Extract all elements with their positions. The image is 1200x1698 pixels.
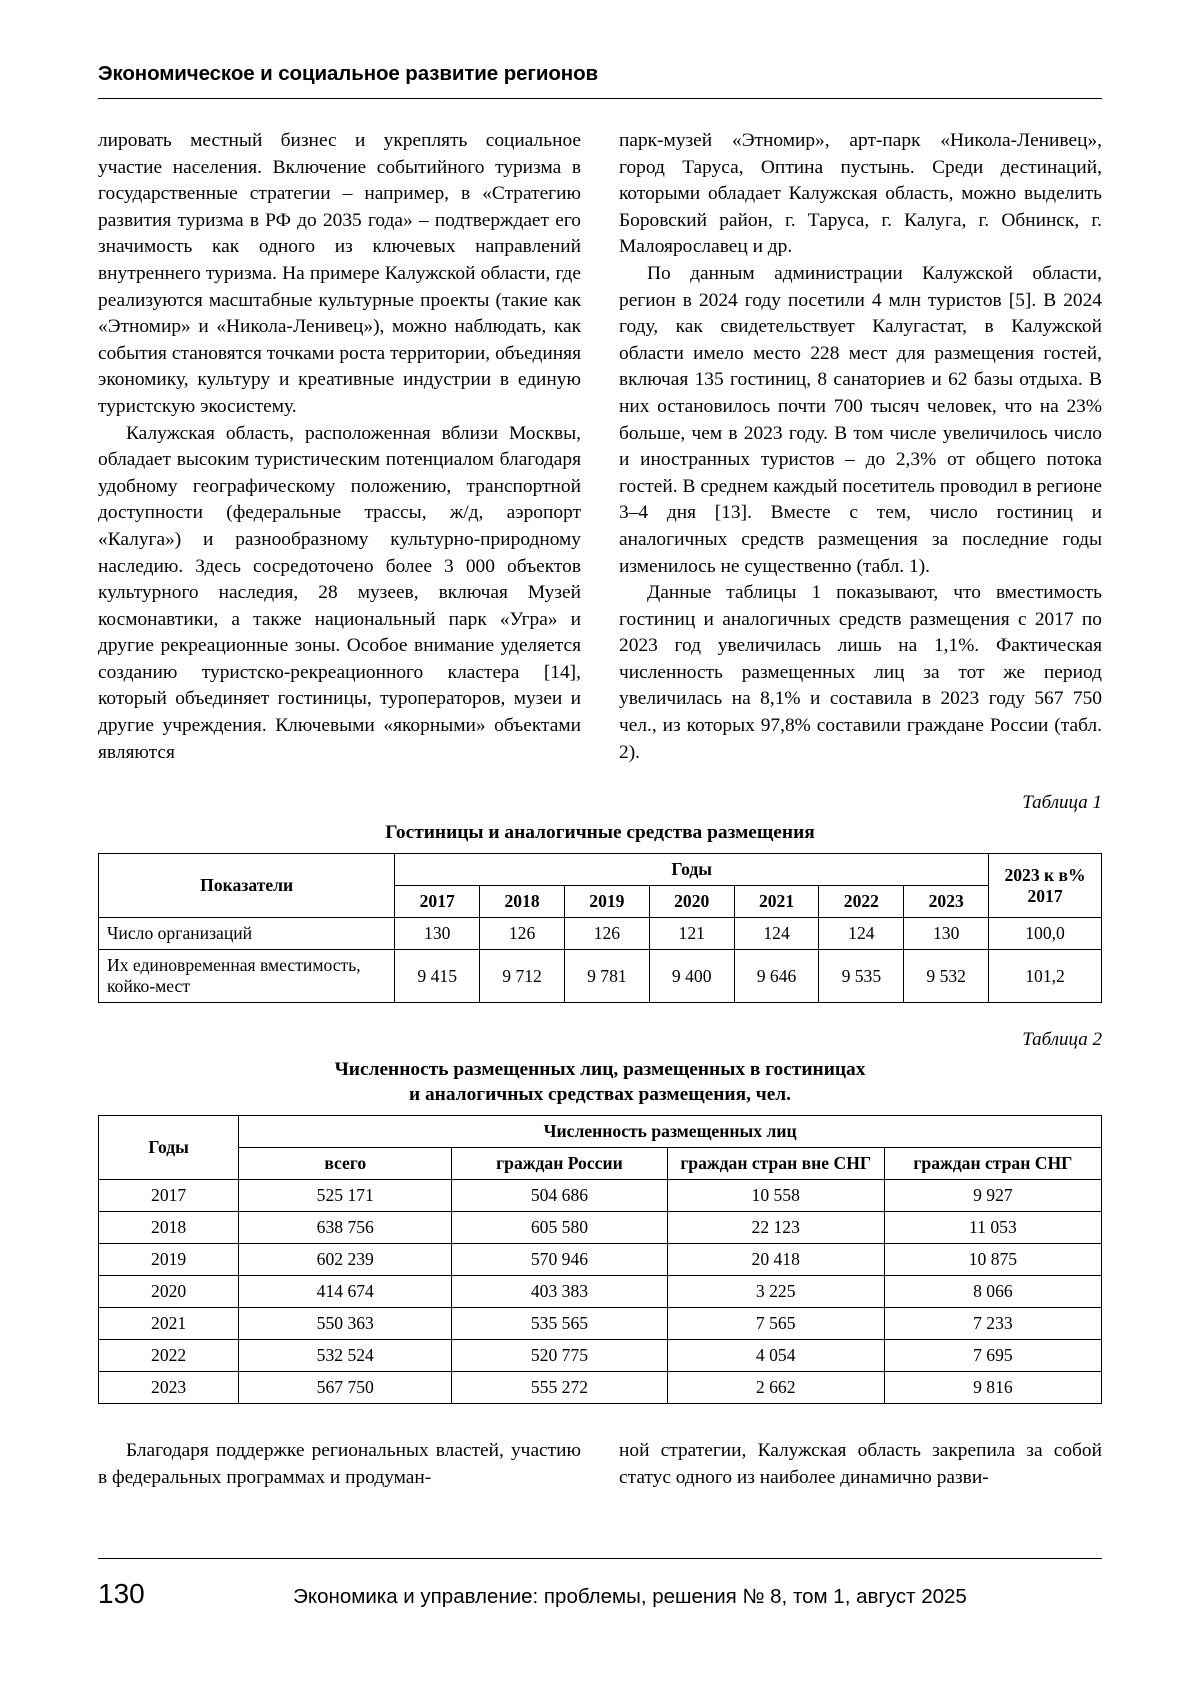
cell-year: 2019 bbox=[99, 1244, 239, 1276]
cell-value: 124 bbox=[819, 918, 904, 950]
table-2-title-line2: и аналогичных средствах размещения, чел. bbox=[408, 1084, 792, 1106]
cell-year: 2023 bbox=[99, 1372, 239, 1404]
paragraph: ной стратегии, Калужская область закрепила за собой статус одного из наиболее динамично разви- bbox=[619, 1440, 1102, 1488]
table-subheader-row bbox=[99, 1148, 1102, 1180]
left-column bbox=[98, 128, 581, 766]
cell-value: 9 415 bbox=[395, 950, 480, 1003]
cell-non-cis: 3 225 bbox=[667, 1276, 884, 1308]
paragraph: По данным администрации Калужской области, регион в 2024 году посетили 4 млн туристов [5]. В 2024 году, как свидетельствует Калугастат, в Калужской области имело место 228 мест для размещения гостей, включая 135 гостиниц, 8 санаториев и 62 базы отдыха. В них остановилось почти 700 тысяч человек, что на 23% больше, чем в 2023 году. В том числе увеличилось число и иностранных туристов – до 2,3% от общего потока гостей. В среднем каждый посетитель проводил в регионе 3–4 дня [13]. Вместе с тем, число гостиниц и аналогичных средств размещения за последние годы изменилось не существенно (табл. 1). bbox=[619, 262, 1102, 577]
cell-cis: 9 927 bbox=[884, 1180, 1101, 1212]
table-row bbox=[99, 1308, 1102, 1340]
table-1 bbox=[98, 853, 1102, 1003]
cell-year: 2018 bbox=[99, 1212, 239, 1244]
cell-year: 2017 bbox=[99, 1180, 239, 1212]
header-group: Численность размещенных лиц bbox=[239, 1116, 1102, 1148]
cell-cis: 8 066 bbox=[884, 1276, 1101, 1308]
cell-russia: 535 565 bbox=[452, 1308, 667, 1340]
cell-total: 638 756 bbox=[239, 1212, 452, 1244]
two-column-text-bottom bbox=[98, 1438, 1102, 1491]
table-2-title bbox=[98, 1057, 1102, 1107]
header-ratio-line2: 2017 bbox=[1027, 885, 1063, 906]
cell-non-cis: 20 418 bbox=[667, 1244, 884, 1276]
table-row bbox=[99, 1180, 1102, 1212]
cell-indicator: Число организаций bbox=[99, 918, 395, 950]
cell-ratio: 100,0 bbox=[989, 918, 1102, 950]
cell-non-cis: 2 662 bbox=[667, 1372, 884, 1404]
header-ratio bbox=[989, 854, 1102, 918]
header-year: 2017 bbox=[395, 886, 480, 918]
page-header bbox=[98, 62, 1102, 99]
header-year: 2021 bbox=[734, 886, 819, 918]
header-year: 2018 bbox=[480, 886, 565, 918]
header-divider bbox=[98, 98, 1102, 99]
cell-value: 121 bbox=[649, 918, 734, 950]
paragraph: Калужская область, расположенная вблизи Москвы, обладает высоким туристическим потенциалом благодаря удобному географическому положению, транспортной доступности (федеральные трассы, ж/д, аэропорт «Калуга») и разнообразному культурно-природному наследию. Здесь сосредоточено более 3 000 объектов культурного наследия, 28 музеев, включая Музей космонавтики, а также национальный парк «Угра» и другие рекреационные зоны. Особое внимание уделяется созданию туристско-рекреационного кластера [14], который объединяет гостиницы, туроператоров, музеи и другие учреждения. Ключевыми «якорными» объектами являются bbox=[98, 422, 581, 763]
cell-year: 2021 bbox=[99, 1308, 239, 1340]
journal-info: Экономика и управление: проблемы, решения № 8, том 1, август 2025 bbox=[293, 1585, 967, 1608]
header-russia: граждан России bbox=[452, 1148, 667, 1180]
cell-value: 126 bbox=[564, 918, 649, 950]
cell-total: 550 363 bbox=[239, 1308, 452, 1340]
cell-russia: 520 775 bbox=[452, 1340, 667, 1372]
paragraph: Данные таблицы 1 показывают, что вместимость гостиниц и аналогичных средств размещения с 2017 по 2023 год увеличилась лишь на 1,1%. Фактическая численность размещенных лиц за тот же период увеличилась на 8,1% и составила в 2023 году 567 750 чел., из которых 97,8% составили граждане России (табл. 2). bbox=[619, 582, 1102, 763]
cell-russia: 555 272 bbox=[452, 1372, 667, 1404]
cell-russia: 403 383 bbox=[452, 1276, 667, 1308]
paragraph: лировать местный бизнес и укреплять социальное участие населения. Включение событийного туризма в государственные стратегии – например, в «Стратегию развития туризма в РФ до 2035 года» – подтверждает его значимость как одного из ключевых направлений внутреннего туризма. На примере Калужской области, где реализуются масштабные культурные проекты (такие как «Этномир» и «Никола-Ленивец»), можно наблюдать, как события становятся точками роста территории, объединяя экономику, культуру и креативные индустрии в единую туристскую экосистему. bbox=[98, 130, 581, 417]
running-head: Экономическое и социальное развитие регионов bbox=[98, 62, 598, 85]
cell-total: 567 750 bbox=[239, 1372, 452, 1404]
page-content bbox=[98, 128, 1102, 1491]
cell-value: 130 bbox=[395, 918, 480, 950]
header-cis: граждан стран СНГ bbox=[884, 1148, 1101, 1180]
cell-cis: 7 233 bbox=[884, 1308, 1101, 1340]
cell-total: 525 171 bbox=[239, 1180, 452, 1212]
table-row bbox=[99, 1340, 1102, 1372]
table-row bbox=[99, 918, 1102, 950]
paragraph: парк-музей «Этномир», арт-парк «Никола-Ленивец», город Таруса, Оптина пустынь. Среди дестинаций, которыми обладает Калужская область, можно выделить Боровский район, г. Таруса, г. Калуга, г. Обнинск, г. Малоярославец и др. bbox=[619, 130, 1102, 258]
right-column-bottom bbox=[619, 1438, 1102, 1491]
cell-value: 124 bbox=[734, 918, 819, 950]
header-ratio-line1: 2023 к в% bbox=[1004, 864, 1086, 885]
cell-indicator: Их единовременная вместимость, койко-мест bbox=[99, 950, 395, 1003]
table-row bbox=[99, 950, 1102, 1003]
table-header-row bbox=[99, 1116, 1102, 1148]
cell-year: 2020 bbox=[99, 1276, 239, 1308]
table-row bbox=[99, 1212, 1102, 1244]
cell-cis: 11 053 bbox=[884, 1212, 1101, 1244]
table-2-block bbox=[98, 1029, 1102, 1404]
footer-divider bbox=[98, 1558, 1102, 1559]
header-year: 2022 bbox=[819, 886, 904, 918]
header-indicators: Показатели bbox=[99, 854, 395, 918]
paragraph: Благодаря поддержке региональных властей, участию в федеральных программах и продуман- bbox=[98, 1440, 581, 1488]
left-column-bottom bbox=[98, 1438, 581, 1491]
cell-ratio: 101,2 bbox=[989, 950, 1102, 1003]
cell-non-cis: 4 054 bbox=[667, 1340, 884, 1372]
header-total: всего bbox=[239, 1148, 452, 1180]
cell-total: 414 674 bbox=[239, 1276, 452, 1308]
header-non-cis: граждан стран вне СНГ bbox=[667, 1148, 884, 1180]
table-row bbox=[99, 1372, 1102, 1404]
table-1-number: Таблица 1 bbox=[1022, 792, 1102, 814]
two-column-text bbox=[98, 128, 1102, 766]
cell-value: 9 646 bbox=[734, 950, 819, 1003]
cell-cis: 9 816 bbox=[884, 1372, 1101, 1404]
cell-russia: 504 686 bbox=[452, 1180, 667, 1212]
cell-cis: 10 875 bbox=[884, 1244, 1101, 1276]
table-1-title: Гостиницы и аналогичные средства размещения bbox=[385, 822, 815, 844]
table-1-block bbox=[98, 792, 1102, 1003]
header-years-group: Годы bbox=[395, 854, 989, 886]
table-2 bbox=[98, 1115, 1102, 1404]
cell-value: 9 781 bbox=[564, 950, 649, 1003]
page-footer bbox=[98, 1578, 1102, 1610]
table-header-row bbox=[99, 854, 1102, 886]
page-number: 130 bbox=[98, 1578, 145, 1609]
table-2-number: Таблица 2 bbox=[1022, 1029, 1102, 1051]
table-row bbox=[99, 1244, 1102, 1276]
cell-non-cis: 22 123 bbox=[667, 1212, 884, 1244]
header-year: 2019 bbox=[564, 886, 649, 918]
header-year: 2020 bbox=[649, 886, 734, 918]
cell-russia: 605 580 bbox=[452, 1212, 667, 1244]
cell-value: 9 712 bbox=[480, 950, 565, 1003]
cell-non-cis: 10 558 bbox=[667, 1180, 884, 1212]
cell-value: 9 532 bbox=[904, 950, 989, 1003]
cell-year: 2022 bbox=[99, 1340, 239, 1372]
cell-value: 9 535 bbox=[819, 950, 904, 1003]
table-row bbox=[99, 1276, 1102, 1308]
cell-total: 602 239 bbox=[239, 1244, 452, 1276]
header-years: Годы bbox=[99, 1116, 239, 1180]
cell-value: 126 bbox=[480, 918, 565, 950]
cell-cis: 7 695 bbox=[884, 1340, 1101, 1372]
right-column bbox=[619, 128, 1102, 766]
cell-non-cis: 7 565 bbox=[667, 1308, 884, 1340]
table-2-title-line1: Численность размещенных лиц, размещенных в гостиницах bbox=[334, 1059, 866, 1081]
header-year: 2023 bbox=[904, 886, 989, 918]
cell-value: 130 bbox=[904, 918, 989, 950]
cell-total: 532 524 bbox=[239, 1340, 452, 1372]
cell-value: 9 400 bbox=[649, 950, 734, 1003]
cell-russia: 570 946 bbox=[452, 1244, 667, 1276]
